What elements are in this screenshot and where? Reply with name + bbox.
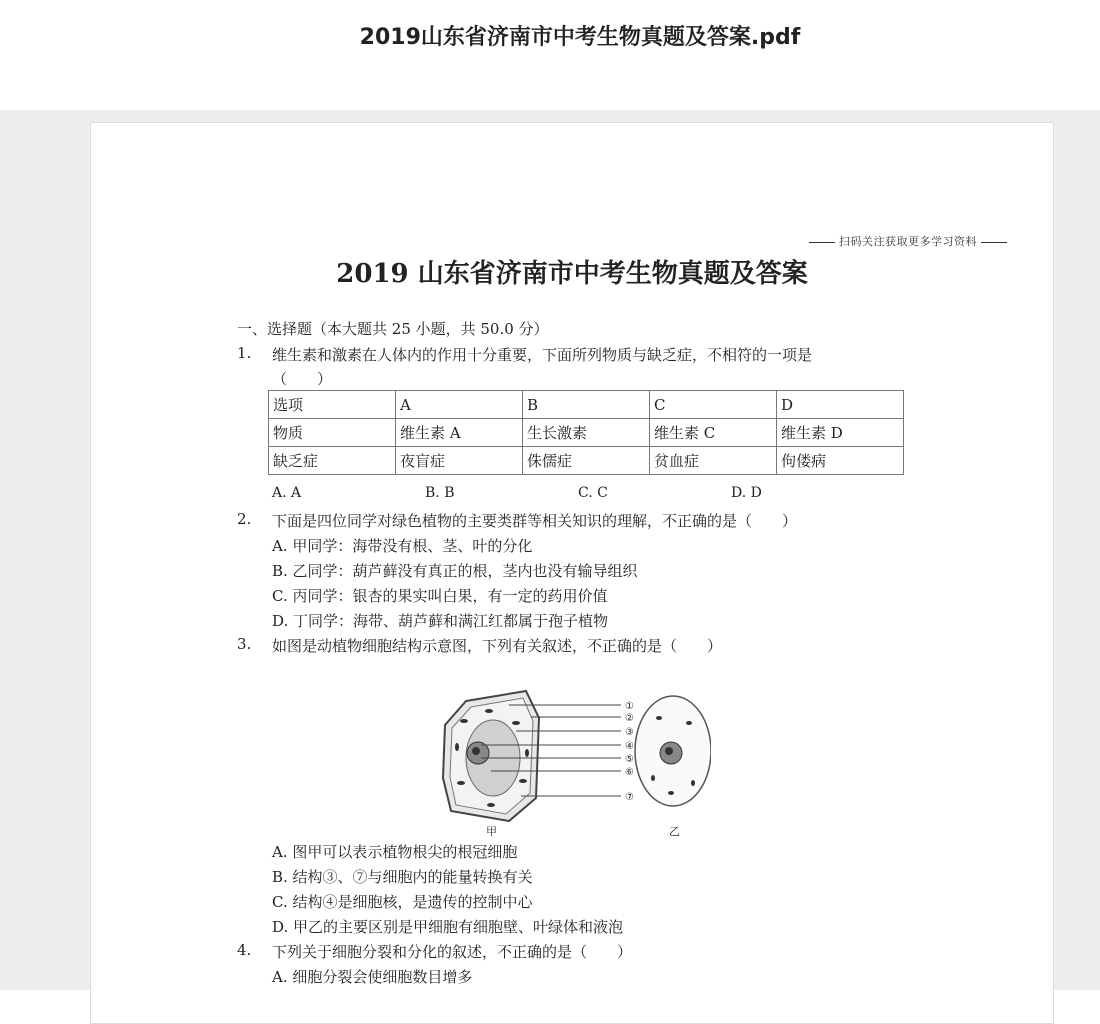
figure-label: ⑥	[625, 767, 634, 778]
figure-label: ③	[625, 727, 634, 738]
table-cell: 贫血症	[650, 447, 777, 475]
figure-label: ⑤	[625, 754, 634, 765]
table-cell: 物质	[269, 419, 396, 447]
question-number: 2.	[237, 510, 252, 528]
choice: A. 图甲可以表示植物根尖的根冠细胞	[272, 843, 518, 861]
figure-caption: 乙	[669, 825, 680, 838]
cell-diagram	[431, 683, 711, 838]
figure-label: ⑦	[625, 792, 634, 803]
table-cell: 侏儒症	[523, 447, 650, 475]
figure-label: ①	[625, 701, 634, 712]
question-stem: 下面是四位同学对绿色植物的主要类群等相关知识的理解，不正确的是（ ）	[272, 512, 798, 530]
figure-label: ④	[625, 741, 634, 752]
choice: B. B	[425, 485, 455, 501]
question-stem: 下列关于细胞分裂和分化的叙述，不正确的是（ ）	[272, 943, 633, 961]
qr-note: 扫码关注获取更多学习资料	[809, 233, 1029, 249]
table-cell: 维生素 A	[396, 419, 523, 447]
question-stem: 维生素和激素在人体内的作用十分重要，下面所列物质与缺乏症，不相符的一项是	[272, 346, 813, 364]
section-heading: 一、选择题（本大题共 25 小题，共 50.0 分）	[237, 320, 549, 338]
paper-title: 2019 山东省济南市中考生物真题及答案	[336, 259, 808, 289]
question-number: 1.	[237, 344, 252, 362]
table-cell: 维生素 C	[650, 419, 777, 447]
question-stem-continued: （ ）	[272, 370, 333, 388]
table-cell: A	[396, 391, 523, 419]
choice: D. 丁同学：海带、葫芦藓和满江红都属于孢子植物	[272, 612, 609, 630]
table-cell: 夜盲症	[396, 447, 523, 475]
plant-cell	[443, 691, 539, 821]
table-row	[269, 391, 904, 419]
choice: A. 甲同学：海带没有根、茎、叶的分化	[272, 537, 533, 555]
choice: B. 乙同学：葫芦藓没有真正的根，茎内也没有输导组织	[272, 562, 638, 580]
answer-table	[268, 390, 904, 475]
choice: B. 结构③、⑦与细胞内的能量转换有关	[272, 868, 533, 886]
choice: A. 细胞分裂会使细胞数目增多	[272, 968, 473, 986]
title-bar	[0, 0, 1100, 110]
choice: C. C	[578, 485, 608, 501]
table-cell: 维生素 D	[777, 419, 904, 447]
question-number: 4.	[237, 941, 252, 959]
table-cell: 生长激素	[523, 419, 650, 447]
choice: C. 结构④是细胞核，是遗传的控制中心	[272, 893, 533, 911]
pdf-viewer[interactable]	[0, 110, 1100, 990]
table-cell: C	[650, 391, 777, 419]
table-cell: B	[523, 391, 650, 419]
table-cell: 佝偻病	[777, 447, 904, 475]
animal-cell	[635, 696, 711, 806]
choice: D. 甲乙的主要区别是甲细胞有细胞壁、叶绿体和液泡	[272, 918, 624, 936]
choice: C. 丙同学：银杏的果实叫白果，有一定的药用价值	[272, 587, 608, 605]
figure-caption: 甲	[486, 825, 497, 838]
question-stem: 如图是动植物细胞结构示意图，下列有关叙述，不正确的是（ ）	[272, 637, 723, 655]
choice: D. D	[731, 485, 762, 501]
table-cell: D	[777, 391, 904, 419]
table-cell: 缺乏症	[269, 447, 396, 475]
choice: A. A	[272, 485, 302, 501]
pdf-page	[90, 122, 1054, 1024]
table-row	[269, 419, 904, 447]
figure-label: ②	[625, 713, 634, 724]
document-title: 2019山东省济南市中考生物真题及答案.pdf	[359, 25, 801, 50]
table-row	[269, 447, 904, 475]
table-cell: 选项	[269, 391, 396, 419]
question-number: 3.	[237, 635, 252, 653]
